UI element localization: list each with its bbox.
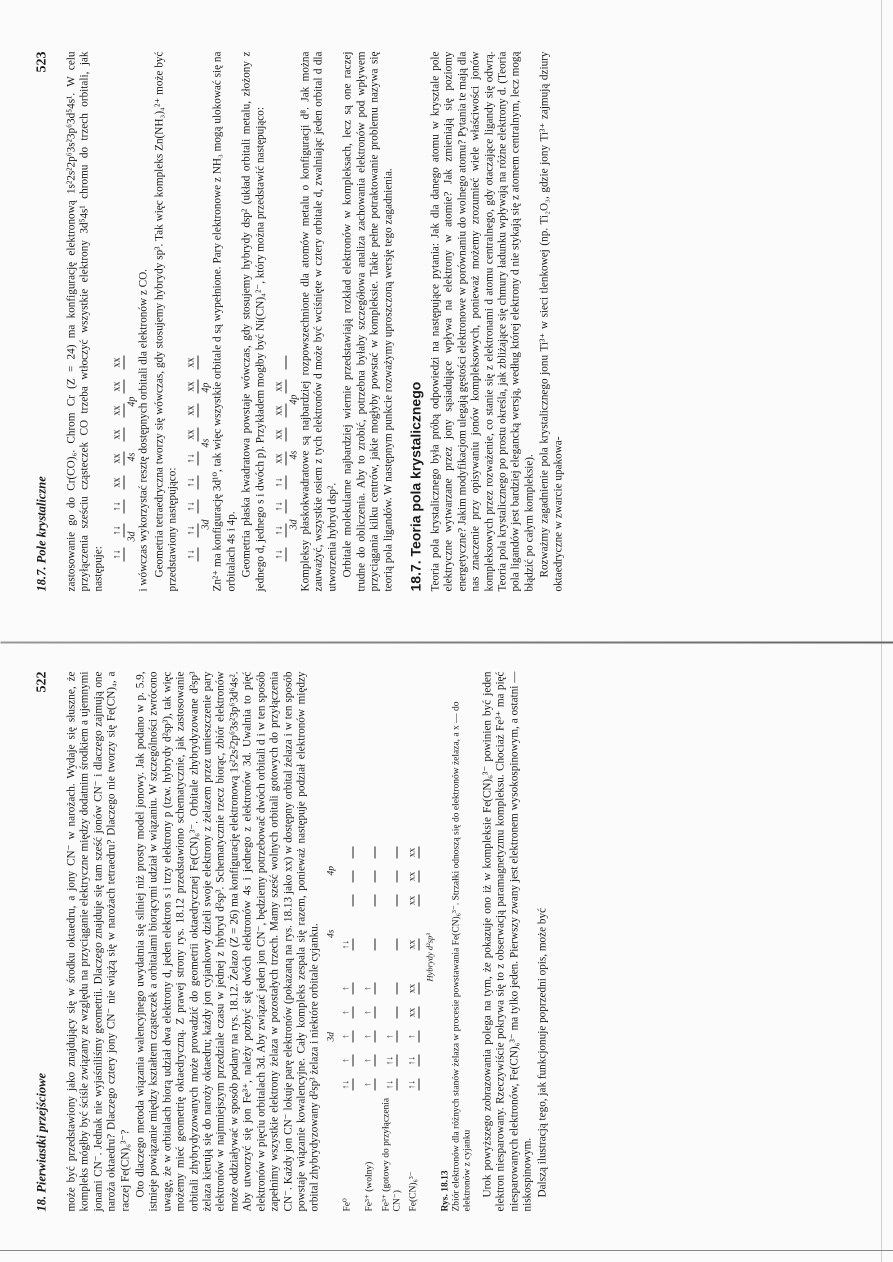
orbital-box — [407, 870, 419, 884]
figure-rows — [336, 672, 424, 1212]
orbital-electrons: ↑↓ — [111, 549, 123, 560]
orbital-line — [198, 404, 199, 418]
orbital-line — [124, 404, 125, 418]
orbital-line — [396, 895, 397, 907]
orbital-line — [198, 356, 199, 370]
orbital-box — [341, 938, 353, 952]
orbital-line — [198, 428, 199, 442]
left-paragraph-4: Dalszą ilustracją tego, jak funkcjonuje poprzedni opis, może być — [536, 907, 549, 1198]
right-paragraph-3: Geometria tetraedryczna tworzy się wówczas, gdy stosujemy hybrydy sp³. Tak więc kompleks Zn(NH₃)₄²⁺ może być przedstawiony następująco: — [153, 51, 179, 592]
col-4p-label: 4p — [326, 866, 337, 876]
orbital-electrons: xx — [407, 895, 418, 906]
orbital-box — [341, 846, 353, 860]
orbital-box — [341, 894, 353, 908]
orbital-line — [374, 1079, 375, 1091]
orbital-electrons: xx — [111, 405, 123, 416]
orbital-box — [363, 870, 375, 884]
orbital-box — [112, 546, 125, 564]
orbital-box — [363, 1006, 375, 1020]
orbital-line — [124, 476, 125, 490]
orbital-line — [374, 895, 375, 907]
orbital-box — [363, 938, 375, 952]
orbital-line — [198, 476, 199, 490]
zn-label-4s: 4s — [200, 438, 212, 448]
zn-label-3d: 3d — [200, 519, 212, 530]
orbital-box — [274, 450, 287, 468]
orbital-line — [352, 983, 353, 995]
orbital-line — [396, 983, 397, 995]
orbital-electrons: ↑↓ — [185, 549, 197, 560]
orbital-electrons: xx — [273, 429, 285, 440]
orbital-box — [407, 1054, 419, 1068]
orbital-box — [341, 1030, 353, 1044]
ni-orbital-labels — [289, 52, 300, 564]
figure-18-13 — [326, 672, 473, 1212]
orbital-electrons: xx — [407, 1007, 418, 1018]
orbital-electrons: xx — [111, 453, 123, 464]
book-spread — [1, 0, 893, 1262]
right-page-number: 523 — [34, 51, 50, 73]
figure-row-label: Fe⁰ — [342, 1198, 353, 1212]
orbital-box — [363, 1030, 375, 1044]
orbital-electrons: xx — [407, 983, 418, 994]
orbital-line — [374, 1007, 375, 1019]
right-paragraph-9: Rozważmy zagadnienie pola krystalicznego jonu Ti³⁺ w sieci tlenkowej (np. Ti₂O₃, gdzie jony Ti³⁺ zajmują dziury oktaedryczne w zwarcie upakowa- — [538, 51, 565, 592]
caption-title: Rys. 18.13 — [440, 1170, 451, 1212]
orbital-electrons: xx — [111, 477, 123, 488]
orbital-line — [198, 524, 199, 538]
orbital-box — [274, 474, 287, 492]
orbital-box — [363, 894, 375, 908]
orbital-electrons: ↑ — [363, 986, 374, 991]
orbital-electrons: ↑↓ — [385, 1055, 396, 1066]
orbital-box — [407, 982, 419, 996]
book-fold — [1, 642, 893, 644]
orbital-electrons: ↑ — [407, 1034, 418, 1039]
orbital-line — [352, 895, 353, 907]
orbital-electrons: ↑ — [363, 1010, 374, 1015]
orbital-box — [385, 894, 397, 908]
orbital-box — [112, 426, 125, 444]
orbital-line — [124, 428, 125, 442]
orbital-electrons: ↑ — [341, 1010, 352, 1015]
orbital-group-gap — [363, 962, 375, 972]
left-running-title: 18. Pierwiastki przejściowe — [34, 1072, 49, 1212]
orbital-box — [274, 378, 287, 396]
orbital-box — [407, 846, 419, 860]
orbital-line — [418, 871, 419, 883]
orbital-electrons: xx — [273, 381, 285, 392]
left-paragraph-1: może być przedstawiony jako znajdujący się w środku oktaedru, a jony CN⁻ w narożach. Wydaje się słuszne, że kompleks mógłby być ściśle związany ze względu na przyciąganie elektryczne między dodatnim środkiem a ujemnymi jonami CN⁻. Jednak nie wyjaśniliśmy geometrii. Dlaczego znajduje się tam sześć jonów CN⁻ i dlaczego zajmują one naroża oktaedru? Dlaczego cztery jony CN⁻ nie wiążą się w narożach tetraedru? Dlaczego nie tworzy się Fe(CN)₄, a raczej Fe(CN)₆³⁻? — [65, 671, 132, 1212]
figure-row-cells — [363, 846, 375, 1092]
figure-row-cells — [341, 846, 353, 1092]
orbital-electrons: ↑↓ — [385, 1079, 396, 1090]
orbital-line — [286, 524, 287, 538]
orbital-line — [396, 939, 397, 951]
orbital-box — [385, 870, 397, 884]
orbital-box — [186, 402, 199, 420]
orbital-electrons: xx — [185, 405, 197, 416]
orbital-box — [186, 450, 199, 468]
cr-orbital-labels — [127, 52, 138, 564]
right-paragraph-5: Geometria płaska kwadratowa powstaje wówczas, gdy stosujemy hybrydy dsp² (układ orbitali metalu, złożony z jednego d, jednego s i dwóch p). Przykładem mogłby być Ni(CN)₄²⁻, który można przedstawić następująco: — [240, 51, 267, 592]
cr-label-3d: 3d — [126, 531, 138, 542]
orbital-line — [198, 548, 199, 562]
orbital-electrons: ↑ — [363, 1058, 374, 1063]
orbital-electrons: ↑ — [385, 1034, 396, 1039]
orbital-electrons: xx — [407, 871, 418, 882]
orbital-electrons: ↑↓ — [185, 453, 197, 464]
orbital-box — [186, 546, 199, 564]
ni-label-3d: 3d — [288, 519, 300, 530]
orbital-box — [407, 1006, 419, 1020]
orbital-box — [274, 522, 287, 540]
figure-row-cells — [385, 846, 397, 1092]
orbital-box — [112, 474, 125, 492]
orbital-line — [396, 1055, 397, 1067]
cr-label-4s: 4s — [126, 452, 138, 462]
orbital-electrons: xx — [111, 357, 123, 368]
orbital-line — [286, 380, 287, 394]
orbital-box — [274, 498, 287, 516]
orbital-line — [374, 847, 375, 859]
orbital-box — [341, 1006, 353, 1020]
zn-orbital-diagram — [186, 52, 199, 564]
section-heading: 18.7. Teoria pola krystalicznego — [407, 381, 424, 592]
orbital-box — [363, 846, 375, 860]
orbital-line — [396, 871, 397, 883]
right-paragraph-4: Zn²⁺ ma konfigurację 3d¹⁰, tak więc wszystkie orbitale d są wypełnione. Pary elektronowe z NH₃ mogą ulokować się na orbitalach 4s i 4p. — [211, 51, 238, 592]
orbital-group-gap — [407, 918, 419, 928]
orbital-line — [286, 476, 287, 490]
zn-orbital-labels — [201, 52, 212, 564]
orbital-line — [352, 939, 353, 951]
orbital-electrons: xx — [185, 429, 197, 440]
figure-row-label: Fe³⁺ (wolny) — [364, 1161, 375, 1212]
orbital-box — [407, 1030, 419, 1044]
orbital-line — [418, 939, 419, 951]
orbital-line — [124, 380, 125, 394]
orbital-line — [352, 1079, 353, 1091]
orbital-line — [286, 452, 287, 466]
orbital-electrons: xx — [273, 405, 285, 416]
orbital-electrons: ↑ — [341, 986, 352, 991]
orbital-electrons: xx — [111, 381, 123, 392]
orbital-line — [124, 356, 125, 370]
orbital-line — [418, 1055, 419, 1067]
left-running-head — [35, 672, 52, 1212]
cr-orbital-diagram — [112, 52, 125, 564]
figure-row — [336, 672, 358, 1212]
orbital-electrons: ↑↓ — [273, 501, 285, 512]
orbital-electrons: ↑↓ — [273, 549, 285, 560]
figure-row — [380, 672, 402, 1212]
orbital-box — [363, 1054, 375, 1068]
orbital-electrons: ↑↓ — [273, 477, 285, 488]
orbital-box — [112, 450, 125, 468]
orbital-box — [363, 1078, 375, 1092]
orbital-electrons: xx — [273, 453, 285, 464]
figure-column-heads — [326, 672, 336, 1042]
orbital-line — [374, 1031, 375, 1043]
left-paragraph-2: Oto dlaczego metoda wiązania walencyjnego uwydatnia się silniej niż prosty model jonowy. Jak podano w p. 5.9, istnieje powiązanie między kształtem cząsteczek a orbitalami biorącymi udział w wiązaniu. W szczególności zwrócono uwagę, że w orbitalach biorą udział dwa elektrony d, jeden elektron s i trzy elektrony p (tzw. hybrydy d²sp³), tak więc możemy mieć geometrię oktaedryczną. Z prawej strony rys. 18.12 przedstawiono schematycznie, jak zastosowanie orbitali zhybrydyzowanych może prowadzić do geometrii oktaedrycznej Fe(CN)₆³⁻. Orbitale zhybrydyzowane d²sp³ żelaza kierują się do naroży oktaedru; każdy jon cyjankowy dzieli swoje elektrony z żelazem przez umieszczenie pary elektronów w najmniejszym przedziale czasu w jednej z hybryd d²sp³. Schematycznie rzecz biorąc, zbiór elektronów może oddziaływać w sposób podany na rys. 18.12. Żelazo (Z = 26) ma konfigurację elektronową 1s²2s²2p⁶3s²3p⁶3d⁶4s². Aby utworzyć się jon Fe³⁺, należy pozbyć się dwóch elektronów 4s i jednego z elektronów 3d. Uwalnia to pięć elektronów w pięciu orbitalach 3d. Aby związać jeden jon CN⁻, będziemy potrzebowač dwóch orbitali d i w ten sposób zapełnimy wszystkie elektrony żelaza w pozostałych trzech. Mamy sześć wolnych orbitali gotowych do przyłączenia CN⁻. Każdy jon CN⁻ lokuje parę elektronów (pokazaną na rys. 18.13 jako xx) w dostępny orbital żelaza i w ten sposób powstaje wiązanie kowalencyjne. Cały kompleks zespala się razem, ponieważ następuje podział elektronów między orbital zhybrydyzowany d²sp³ żelaza i niektóre orbitale cyjanku. — [134, 671, 321, 1212]
orbital-box — [112, 354, 125, 372]
orbital-line — [352, 1031, 353, 1043]
right-paragraph-6: Kompleksy płaskokwadratowe są najbardziej rozpowszechnione dla atomów metalu o konfiguracji d⁸. Jak można zauważyć, wszystkie osiem z tych elektronów d może być wciśnięte w cztery orbitale d, zwalniając jeden orbital d dla utworzenia hybryd dsp². — [299, 51, 339, 592]
orbital-box — [341, 870, 353, 884]
orbital-box — [385, 1030, 397, 1044]
orbital-electrons: xx — [407, 847, 418, 858]
orbital-electrons: xx — [407, 939, 418, 950]
orbital-electrons: ↑↓ — [185, 501, 197, 512]
ni-label-4s: 4s — [288, 450, 300, 460]
orbital-electrons: ↑↓ — [407, 1079, 418, 1090]
orbital-line — [418, 983, 419, 995]
orbital-line — [418, 847, 419, 859]
orbital-line — [374, 983, 375, 995]
orbital-group-gap — [407, 962, 419, 972]
orbital-line — [418, 1079, 419, 1091]
orbital-electrons: ↑↓ — [111, 501, 123, 512]
orbital-electrons: ↑ — [341, 1058, 352, 1063]
orbital-box — [341, 1054, 353, 1068]
right-running-head — [35, 52, 52, 592]
orbital-line — [352, 1055, 353, 1067]
orbital-box — [112, 402, 125, 420]
figure-row — [402, 672, 424, 1212]
orbital-box — [341, 1078, 353, 1092]
orbital-box — [385, 1054, 397, 1068]
orbital-box — [274, 426, 287, 444]
orbital-line — [396, 847, 397, 859]
orbital-line — [396, 1007, 397, 1019]
orbital-line — [396, 1031, 397, 1043]
right-paragraph-1: zastosowanie go do Cr(CO)₆. Chrom Cr (Z = 24) ma konfigurację elektronową 1s²2s²2p⁶3s²3p⁶3d⁵4s¹. W celu przyłączenia sześciu cząsteczek CO trzeba wtłoczyć wszystkie elektrony 3d⁵4s¹ chromu do trzech orbitali, jak następuje: — [65, 51, 105, 592]
orbital-box — [385, 1006, 397, 1020]
orbital-group-gap — [363, 918, 375, 928]
orbital-electrons: ↑↓ — [185, 525, 197, 536]
col-4s-label: 4s — [326, 929, 337, 938]
orbital-line — [374, 1055, 375, 1067]
orbital-box — [186, 522, 199, 540]
orbital-line — [396, 1079, 397, 1091]
orbital-box — [363, 982, 375, 996]
orbital-line — [198, 500, 199, 514]
figure-caption — [440, 672, 473, 1212]
orbital-line — [352, 1007, 353, 1019]
orbital-group-gap — [341, 962, 353, 972]
orbital-line — [352, 847, 353, 859]
zn-label-4p: 4p — [200, 382, 212, 393]
left-page-number: 522 — [34, 671, 50, 693]
orbital-electrons: ↑↓ — [341, 1079, 352, 1090]
orbital-line — [418, 895, 419, 907]
orbital-box — [385, 982, 397, 996]
orbital-electrons: xx — [185, 381, 197, 392]
orbital-box — [407, 894, 419, 908]
orbital-line — [286, 428, 287, 442]
ni-label-4p: 4p — [288, 394, 300, 405]
orbital-electrons: xx — [185, 357, 197, 368]
orbital-line — [198, 452, 199, 466]
orbital-line — [124, 452, 125, 466]
orbital-box — [341, 982, 353, 996]
orbital-electrons: ↑ — [341, 1034, 352, 1039]
orbital-group-gap — [385, 918, 397, 928]
orbital-electrons: xx — [111, 429, 123, 440]
cr-label-4p: 4p — [126, 396, 138, 407]
figure-row-cells — [407, 846, 419, 1092]
orbital-box — [407, 1078, 419, 1092]
left-paragraph-3: Urok powyższego zobrazowania polega na tym, że pokazuje ono iż w kompleksie Fe(CN)₆³⁻ powinien być jeden elektron niesparowany. Rzeczywiście pokrywa się to z obserwacją paramagnetyzmu kompleksu. Chociaż Fe³⁺ ma pięć niesparowanych elektronów, Fe(CN)₆³⁻ ma tylko jeden. Pierwszy zwany jest elektronem wysokospinowym, a ostatni — niskospinowym. — [481, 671, 534, 1212]
orbital-line — [418, 1007, 419, 1019]
orbital-line — [198, 380, 199, 394]
orbital-box — [407, 938, 419, 952]
orbital-box — [112, 378, 125, 396]
orbital-box — [385, 1078, 397, 1092]
orbital-line — [286, 356, 287, 370]
orbital-group-gap — [385, 962, 397, 972]
right-paragraph-7: Orbitale molekularne najbardziej wiernie przedstawiają rozkład elektronów w kompleksach, lecz są one raczej trudne do obliczenia. Aby to zrobić, potrzebna byłaby szczegółowa analiza zachowania elektronów pod wpływem przyciągania kilku centrów, jakie mogłyby powstać w kompleksie. Takie pełne potraktowanie problemu nazywa się teorią pola ligandów. W następnym punkcie rozważymy uproszczoną wersję tego zagadnienia. — [341, 51, 394, 592]
orbital-line — [286, 548, 287, 562]
orbital-box — [274, 546, 287, 564]
orbital-electrons: ↑↓ — [407, 1055, 418, 1066]
caption-text: Zbiór elektronów dla różnych stanów żelaza w procesie powstawania Fe(CN)₆³⁻. Strzałki odnoszą się do elektronów żelaza, a x — do elektronów z cyjanku — [451, 701, 473, 1212]
right-page — [1, 22, 893, 622]
orbital-box — [186, 378, 199, 396]
orbital-box — [385, 938, 397, 952]
left-page — [1, 642, 893, 1242]
orbital-line — [418, 1031, 419, 1043]
orbital-electrons: ↑ — [363, 1082, 374, 1087]
orbital-line — [374, 939, 375, 951]
orbital-line — [374, 871, 375, 883]
hybrid-label: Hybrydy d²sp³ — [424, 933, 435, 982]
right-running-title: 18.7. Pole krystaliczne — [34, 476, 49, 592]
orbital-line — [286, 404, 287, 418]
orbital-box — [385, 846, 397, 860]
orbital-line — [124, 524, 125, 538]
orbital-electrons: ↑↓ — [185, 477, 197, 488]
right-paragraph-8: Teoria pola krystalicznego była próbą odpowiedzi na następujące pytania: Jak dla danego atomu w krysztale pole elektryczne wytwarzane przez jony sąsiadujące wpływa na elektrony w atomie? Jak zmieniają się poziomy energetyczne? Jakim modyfikacjom ulegają gęstości elektronowe w porównaniu do wolnego atomu? Pytania te mają dla nas znaczenie przy opisywaniu jonów kompleksowych, ponieważ możemy zrozumieć wiele właściwości jonów kompleksowych przez rozważenie, co stanie się z elektronami d atomu centralnego, gdy otaczające ligandy się odwrą. Teoria pola krystalicznego po prostu określa, jak zbliżające się chmury ładunku wpływają na różne elektrony d. (Teoria pola ligandów jest bardziej elegancką wersją, według której elektrony d nie stykają się z atomem centralnym, lecz mogą błądzić po całym kompleksie). — [429, 51, 536, 592]
orbital-electrons: ↑↓ — [341, 939, 352, 950]
orbital-box — [112, 498, 125, 516]
orbital-line — [286, 500, 287, 514]
ni-orbital-diagram — [274, 52, 287, 564]
orbital-line — [352, 871, 353, 883]
orbital-box — [186, 354, 199, 372]
figure-row — [358, 672, 380, 1212]
orbital-group-gap — [341, 918, 353, 928]
orbital-line — [124, 548, 125, 562]
orbital-box — [274, 402, 287, 420]
orbital-box — [274, 354, 287, 372]
figure-row-label: Fe(CN)₆³⁻ — [408, 1171, 419, 1212]
orbital-electrons: ↑↓ — [273, 525, 285, 536]
orbital-box — [186, 498, 199, 516]
figure-row-label: Fe³⁺ (gotowy do przyłączenia CN⁻) — [381, 1097, 403, 1212]
orbital-line — [124, 500, 125, 514]
orbital-electrons: ↑↓ — [111, 525, 123, 536]
orbital-electrons: ↑ — [363, 1034, 374, 1039]
orbital-box — [112, 522, 125, 540]
right-paragraph-2: i wówczas wykorzystać resztę dostępnych orbitali dla elektronów z CO. — [137, 269, 150, 592]
orbital-box — [186, 426, 199, 444]
col-3d-label: 3d — [326, 1032, 337, 1042]
orbital-box — [186, 474, 199, 492]
